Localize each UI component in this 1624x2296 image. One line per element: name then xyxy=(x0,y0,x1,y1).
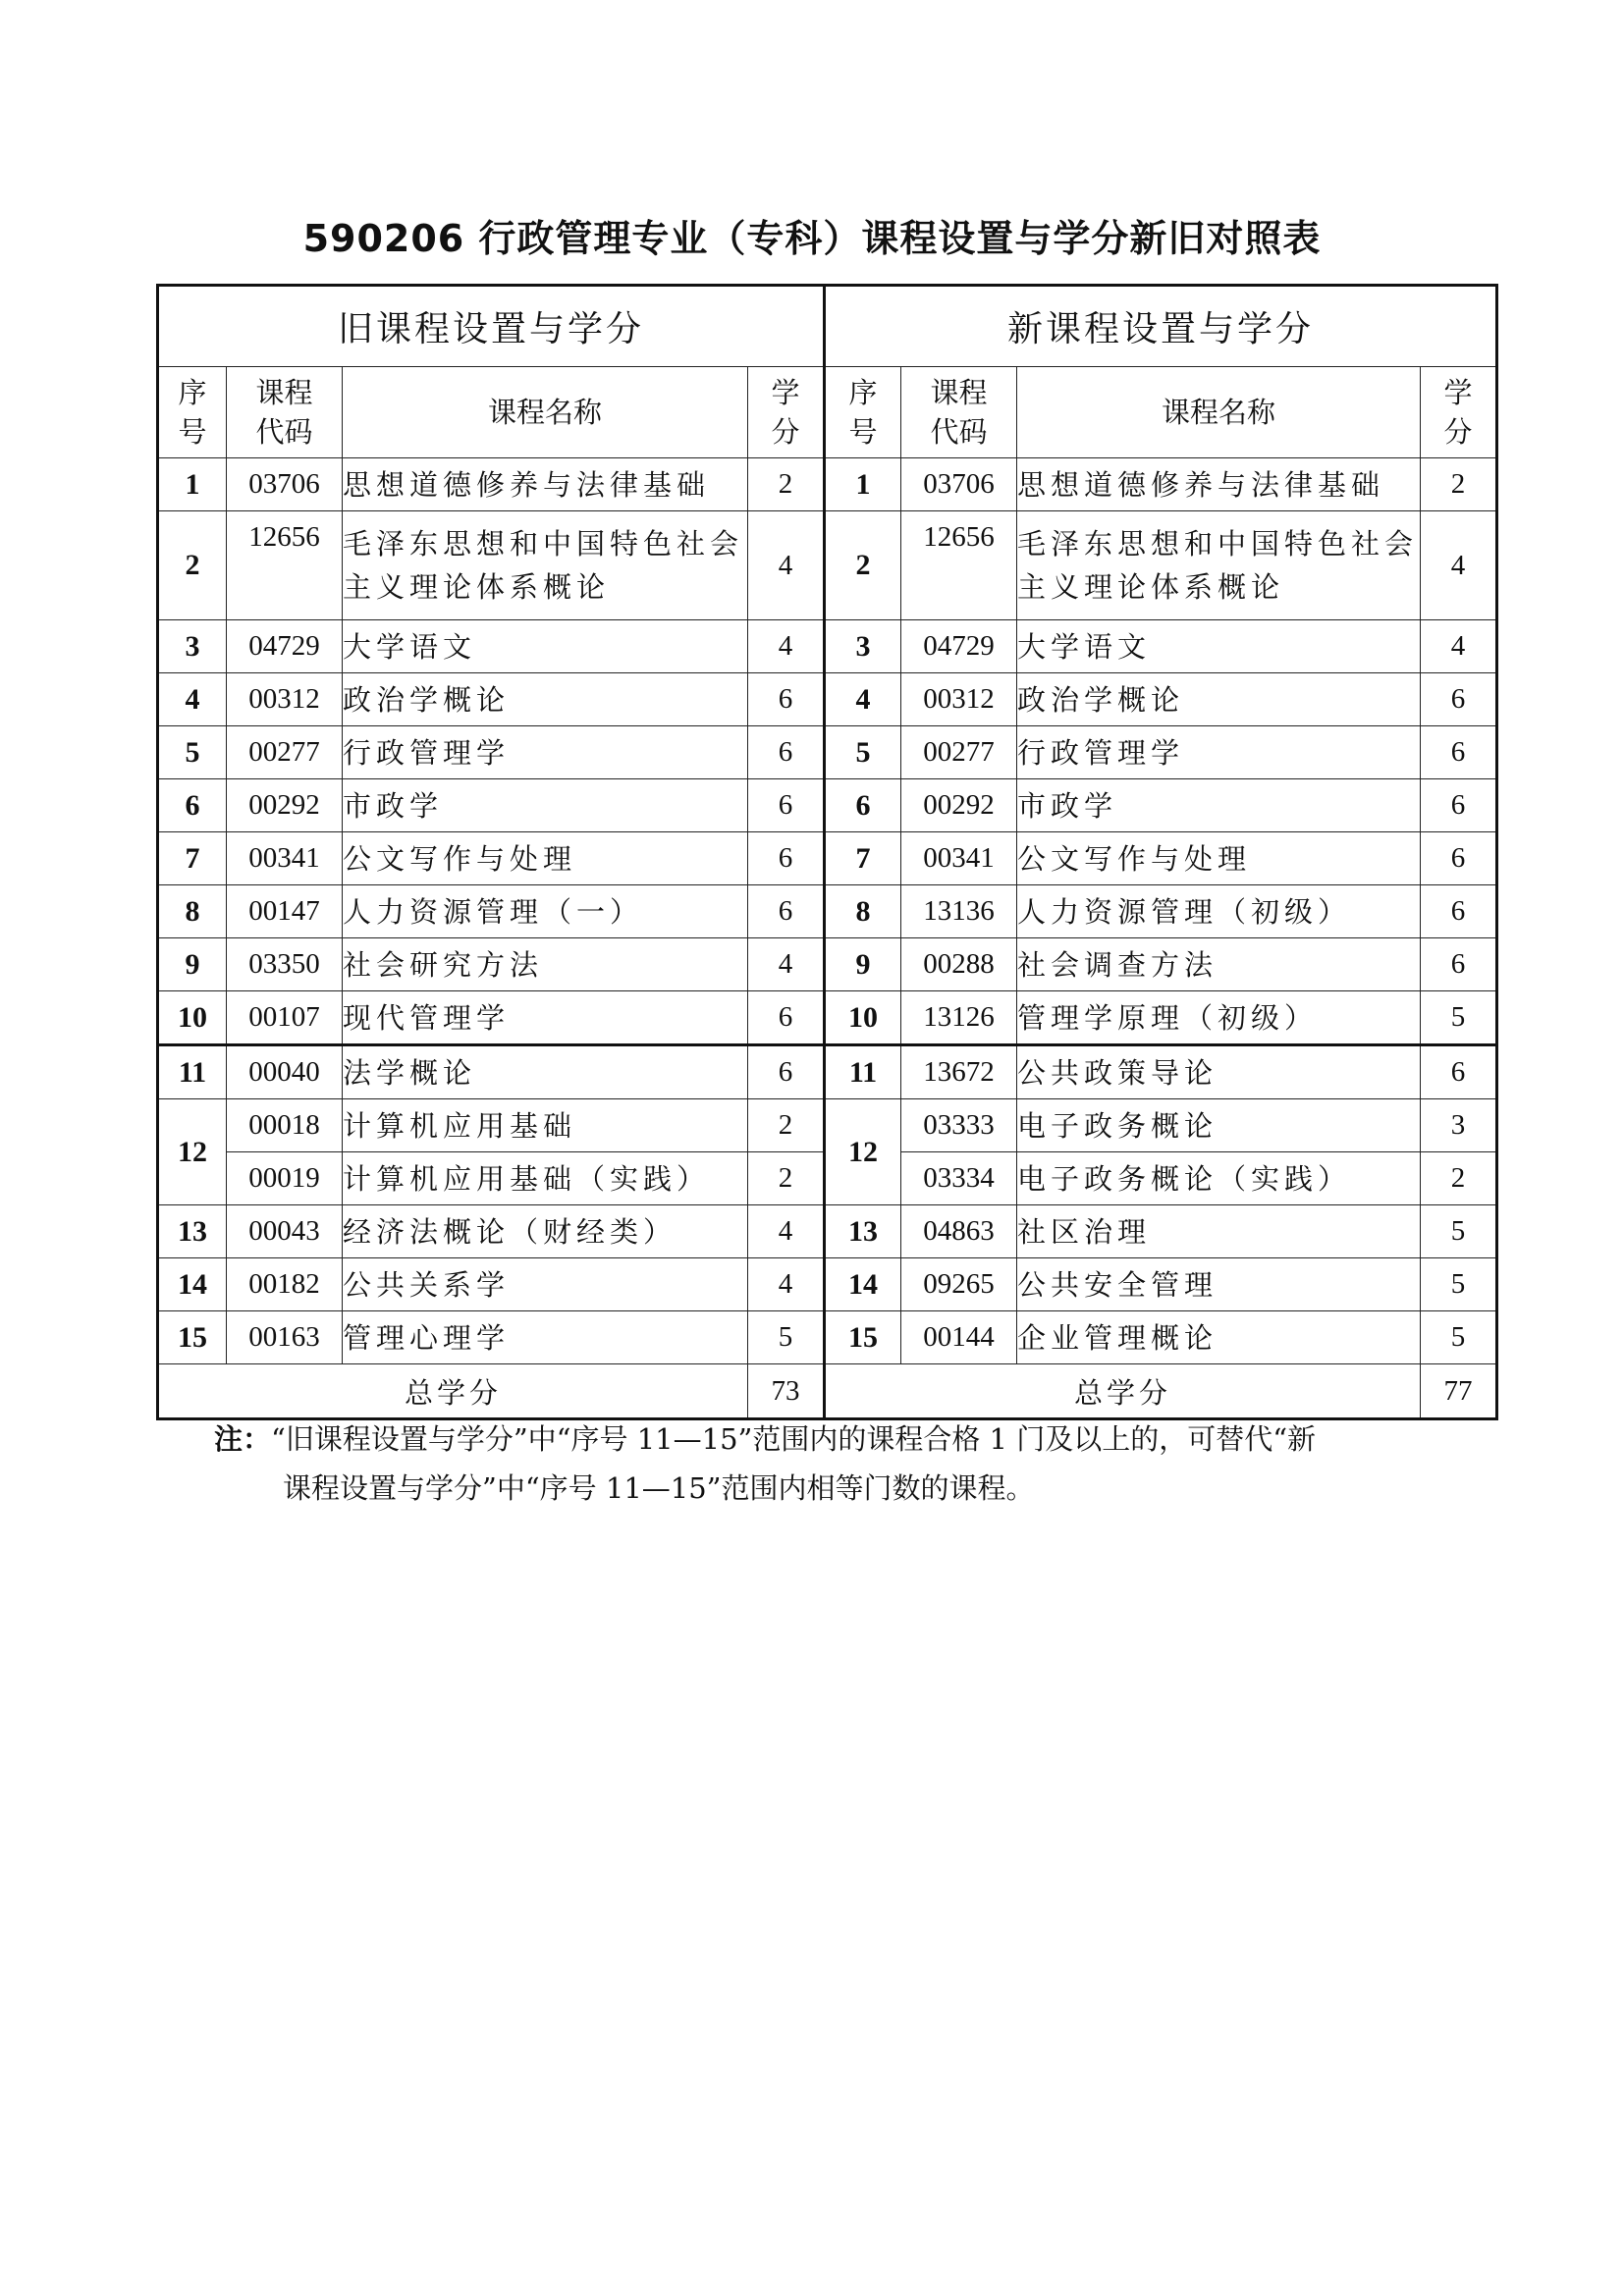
old-total-value: 73 xyxy=(748,1364,825,1419)
footnote-line-1: “旧课程设置与学分”中“序号 11—15”范围内的课程合格 1 门及以上的，可替代“新 xyxy=(271,1422,1317,1456)
new-name-cell: 企业管理概论 xyxy=(1017,1311,1421,1364)
old-credit-cell: 2 xyxy=(748,1099,825,1152)
old-code-cell: 00312 xyxy=(227,673,343,726)
old-code-cell: 00277 xyxy=(227,726,343,779)
old-credit-cell: 6 xyxy=(748,832,825,885)
old-credit-cell: 4 xyxy=(748,511,825,620)
new-seq-cell: 7 xyxy=(825,832,901,885)
new-credit-cell: 6 xyxy=(1421,832,1497,885)
old-credit-cell: 6 xyxy=(748,991,825,1045)
old-credit-cell: 6 xyxy=(748,726,825,779)
new-code-cell: 13672 xyxy=(901,1045,1017,1099)
old-name-header: 课程名称 xyxy=(343,367,748,458)
new-credit-cell: 6 xyxy=(1421,779,1497,832)
table-row xyxy=(158,620,1497,673)
new-name-cell: 电子政务概论 xyxy=(1017,1099,1421,1152)
old-credit-cell: 6 xyxy=(748,779,825,832)
old-name-cell: 公共关系学 xyxy=(343,1258,748,1311)
old-name-cell: 政治学概论 xyxy=(343,673,748,726)
old-name-cell: 行政管理学 xyxy=(343,726,748,779)
old-code-cell: 00341 xyxy=(227,832,343,885)
new-section-header: 新课程设置与学分 xyxy=(825,286,1497,367)
old-name-cell: 公文写作与处理 xyxy=(343,832,748,885)
new-code-cell: 09265 xyxy=(901,1258,1017,1311)
old-seq-cell: 2 xyxy=(158,511,227,620)
new-seq-cell: 13 xyxy=(825,1205,901,1258)
table-row xyxy=(158,1311,1497,1364)
old-name-cell: 思想道德修养与法律基础 xyxy=(343,458,748,511)
new-name-cell: 市政学 xyxy=(1017,779,1421,832)
new-total-label: 总学分 xyxy=(825,1364,1421,1419)
old-code-cell: 00292 xyxy=(227,779,343,832)
old-seq-cell: 3 xyxy=(158,620,227,673)
table-row xyxy=(158,1205,1497,1258)
new-credit-cell: 5 xyxy=(1421,1311,1497,1364)
table-row xyxy=(158,1099,1497,1152)
old-seq-cell: 1 xyxy=(158,458,227,511)
old-credit-cell: 2 xyxy=(748,458,825,511)
new-name-cell: 人力资源管理（初级） xyxy=(1017,885,1421,938)
new-seq-cell: 9 xyxy=(825,938,901,991)
footnote-label: 注： xyxy=(214,1422,272,1456)
new-credit-cell: 6 xyxy=(1421,938,1497,991)
old-code-cell: 04729 xyxy=(227,620,343,673)
old-code-cell: 03350 xyxy=(227,938,343,991)
new-name-cell: 毛泽东思想和中国特色社会主义理论体系概论 xyxy=(1017,511,1421,620)
old-name-cell: 管理心理学 xyxy=(343,1311,748,1364)
new-code-cell: 04863 xyxy=(901,1205,1017,1258)
table-row xyxy=(158,511,1497,620)
old-name-cell: 计算机应用基础（实践） xyxy=(343,1152,748,1205)
new-seq-cell: 11 xyxy=(825,1045,901,1099)
old-code-cell: 00018 xyxy=(227,1099,343,1152)
new-seq-cell: 14 xyxy=(825,1258,901,1311)
old-seq-cell: 5 xyxy=(158,726,227,779)
new-code-cell: 13126 xyxy=(901,991,1017,1045)
old-credit-cell: 6 xyxy=(748,673,825,726)
new-seq-cell: 2 xyxy=(825,511,901,620)
old-total-label: 总学分 xyxy=(158,1364,748,1419)
new-seq-cell: 3 xyxy=(825,620,901,673)
course-comparison-table xyxy=(156,284,1498,1420)
new-name-cell: 社会调查方法 xyxy=(1017,938,1421,991)
old-code-cell: 00163 xyxy=(227,1311,343,1364)
new-code-cell: 03334 xyxy=(901,1152,1017,1205)
new-credit-cell: 6 xyxy=(1421,1045,1497,1099)
old-code-cell: 12656 xyxy=(227,511,343,620)
new-name-cell: 公共政策导论 xyxy=(1017,1045,1421,1099)
old-credit-cell: 2 xyxy=(748,1152,825,1205)
new-seq-cell: 15 xyxy=(825,1311,901,1364)
new-seq-cell: 5 xyxy=(825,726,901,779)
old-code-cell: 03706 xyxy=(227,458,343,511)
new-code-cell: 00312 xyxy=(901,673,1017,726)
new-code-cell: 03333 xyxy=(901,1099,1017,1152)
old-code-cell: 00147 xyxy=(227,885,343,938)
old-section-header: 旧课程设置与学分 xyxy=(158,286,825,367)
old-name-cell: 计算机应用基础 xyxy=(343,1099,748,1152)
new-seq-cell: 10 xyxy=(825,991,901,1045)
new-name-cell: 社区治理 xyxy=(1017,1205,1421,1258)
old-seq-header: 序 号 xyxy=(158,367,227,458)
footnote xyxy=(214,1415,1481,1513)
new-total-value: 77 xyxy=(1421,1364,1497,1419)
new-credit-cell: 5 xyxy=(1421,1258,1497,1311)
old-seq-cell: 11 xyxy=(158,1045,227,1099)
new-seq-cell: 4 xyxy=(825,673,901,726)
old-name-cell: 人力资源管理（一） xyxy=(343,885,748,938)
old-name-cell: 经济法概论（财经类） xyxy=(343,1205,748,1258)
old-seq-cell: 13 xyxy=(158,1205,227,1258)
new-name-cell: 政治学概论 xyxy=(1017,673,1421,726)
old-name-cell: 法学概论 xyxy=(343,1045,748,1099)
old-code-cell: 00107 xyxy=(227,991,343,1045)
new-credit-cell: 5 xyxy=(1421,991,1497,1045)
old-credit-cell: 4 xyxy=(748,620,825,673)
old-credit-cell: 5 xyxy=(748,1311,825,1364)
old-seq-cell: 8 xyxy=(158,885,227,938)
new-code-cell: 04729 xyxy=(901,620,1017,673)
new-code-cell: 00144 xyxy=(901,1311,1017,1364)
old-seq-cell: 4 xyxy=(158,673,227,726)
table-row xyxy=(158,832,1497,885)
old-name-cell: 社会研究方法 xyxy=(343,938,748,991)
table-row xyxy=(158,1258,1497,1311)
new-seq-cell: 12 xyxy=(825,1099,901,1205)
old-credit-cell: 6 xyxy=(748,1045,825,1099)
new-name-cell: 管理学原理（初级） xyxy=(1017,991,1421,1045)
old-name-cell: 市政学 xyxy=(343,779,748,832)
new-credit-cell: 2 xyxy=(1421,1152,1497,1205)
new-seq-cell: 8 xyxy=(825,885,901,938)
new-seq-header: 序 号 xyxy=(825,367,901,458)
old-seq-cell: 9 xyxy=(158,938,227,991)
new-name-header: 课程名称 xyxy=(1017,367,1421,458)
new-code-cell: 12656 xyxy=(901,511,1017,620)
new-code-header: 课程 代码 xyxy=(901,367,1017,458)
new-credit-header: 学 分 xyxy=(1421,367,1497,458)
old-name-cell: 大学语文 xyxy=(343,620,748,673)
new-credit-cell: 6 xyxy=(1421,673,1497,726)
old-seq-cell: 6 xyxy=(158,779,227,832)
old-code-cell: 00043 xyxy=(227,1205,343,1258)
old-name-cell: 现代管理学 xyxy=(343,991,748,1045)
new-code-cell: 00277 xyxy=(901,726,1017,779)
new-name-cell: 公文写作与处理 xyxy=(1017,832,1421,885)
new-seq-cell: 6 xyxy=(825,779,901,832)
new-code-cell: 00341 xyxy=(901,832,1017,885)
new-credit-cell: 6 xyxy=(1421,885,1497,938)
page-title: 590206 行政管理专业（专科）课程设置与学分新旧对照表 xyxy=(302,217,1322,260)
old-seq-cell: 14 xyxy=(158,1258,227,1311)
new-code-cell: 00288 xyxy=(901,938,1017,991)
new-code-cell: 00292 xyxy=(901,779,1017,832)
table-row xyxy=(158,779,1497,832)
old-code-cell: 00182 xyxy=(227,1258,343,1311)
footnote-line-2: 课程设置与学分”中“序号 11—15”范围内相等门数的课程。 xyxy=(283,1471,1035,1505)
new-name-cell: 行政管理学 xyxy=(1017,726,1421,779)
old-credit-cell: 6 xyxy=(748,885,825,938)
old-seq-cell: 7 xyxy=(158,832,227,885)
new-name-cell: 电子政务概论（实践） xyxy=(1017,1152,1421,1205)
table-row xyxy=(158,1045,1497,1099)
table-row xyxy=(158,885,1497,938)
table-row xyxy=(158,458,1497,511)
old-seq-cell: 12 xyxy=(158,1099,227,1205)
new-credit-cell: 3 xyxy=(1421,1099,1497,1152)
old-seq-cell: 10 xyxy=(158,991,227,1045)
table-row xyxy=(158,673,1497,726)
old-credit-header: 学 分 xyxy=(748,367,825,458)
old-code-cell: 00040 xyxy=(227,1045,343,1099)
new-code-cell: 13136 xyxy=(901,885,1017,938)
table-row xyxy=(158,991,1497,1045)
old-name-cell: 毛泽东思想和中国特色社会主义理论体系概论 xyxy=(343,511,748,620)
old-code-cell: 00019 xyxy=(227,1152,343,1205)
old-seq-cell: 15 xyxy=(158,1311,227,1364)
new-name-cell: 思想道德修养与法律基础 xyxy=(1017,458,1421,511)
new-name-cell: 公共安全管理 xyxy=(1017,1258,1421,1311)
new-seq-cell: 1 xyxy=(825,458,901,511)
new-credit-cell: 6 xyxy=(1421,726,1497,779)
new-credit-cell: 2 xyxy=(1421,458,1497,511)
new-credit-cell: 5 xyxy=(1421,1205,1497,1258)
table-row xyxy=(158,726,1497,779)
old-code-header: 课程 代码 xyxy=(227,367,343,458)
new-credit-cell: 4 xyxy=(1421,620,1497,673)
new-code-cell: 03706 xyxy=(901,458,1017,511)
old-credit-cell: 4 xyxy=(748,1205,825,1258)
new-name-cell: 大学语文 xyxy=(1017,620,1421,673)
old-credit-cell: 4 xyxy=(748,1258,825,1311)
new-credit-cell: 4 xyxy=(1421,511,1497,620)
table-row xyxy=(158,938,1497,991)
old-credit-cell: 4 xyxy=(748,938,825,991)
